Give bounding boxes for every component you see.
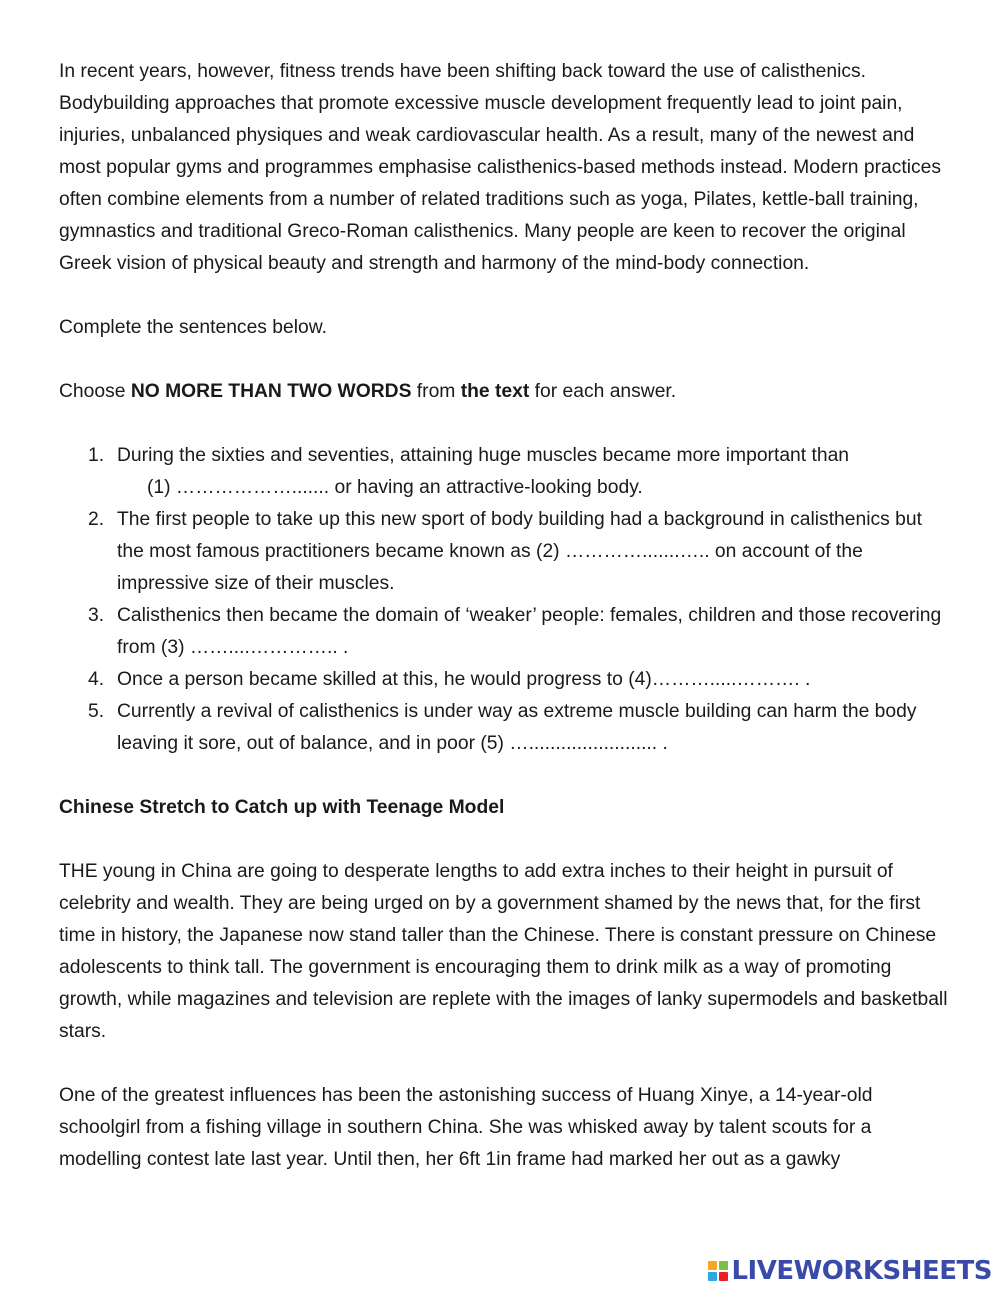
question-item-4	[59, 664, 949, 696]
question-text: Currently a revival of calisthenics is under way as extreme muscle building can harm the body leaving it sore, out of balance, and in poor (5) …........................ .	[117, 701, 917, 754]
logo-block	[719, 1261, 728, 1270]
question-text: Calisthenics then became the domain of ‘weaker’ people: females, children and those recovering from (3) ……....………….. .	[117, 605, 942, 658]
instruction-choose-mid: from	[411, 381, 461, 402]
instruction-choose-suffix: for each answer.	[529, 381, 677, 402]
question-item-2	[59, 504, 949, 600]
question-number: 2.	[88, 509, 105, 530]
logo-block	[708, 1272, 717, 1281]
spacer	[59, 408, 949, 440]
instruction-source: the text	[460, 381, 530, 402]
article-paragraph-1: THE young in China are going to desperate lengths to add extra inches to their height in pursuit of celebrity and wealth. They are being urged on by a government shamed by the news that, for the first time in history, the Japanese now stand taller than the Chinese. There is constant pressure on Chinese adolescents to think tall. The government is encouraging them to drink milk as a way of promoting growth, while magazines and television are replete with the images of lanky supermodels and basketball stars.	[59, 861, 948, 1042]
article-heading: Chinese Stretch to Catch up with Teenage Model	[59, 797, 505, 818]
question-text: During the sixties and seventies, attaining huge muscles became more important than	[117, 445, 850, 466]
logo-blocks-icon	[708, 1261, 728, 1281]
question-number: 1.	[88, 445, 105, 466]
spacer	[59, 824, 949, 856]
instruction-word-limit: NO MORE THAN TWO WORDS	[130, 381, 412, 402]
article-paragraph-2: One of the greatest influences has been the astonishing success of Huang Xinye, a 14-year-old schoolgirl from a fishing village in southern China. She was whisked away by talent scouts for a modelling contest late last year. Until then, her 6ft 1in frame had marked her out as a gawky	[59, 1085, 873, 1170]
question-list	[59, 440, 949, 760]
instruction-complete: Complete the sentences below.	[59, 317, 327, 338]
spacer	[59, 344, 949, 376]
instruction-choose-prefix: Choose	[59, 381, 131, 402]
question-text: The first people to take up this new sport of body building had a background in calisthenics but the most famous practitioners became known as (2) ………….......….. on account of the impressive size of their muscles.	[117, 509, 922, 594]
question-text-continued: (1) ………………....... or having an attractive-looking body.	[147, 477, 643, 498]
logo-block	[708, 1261, 717, 1270]
logo-text: LIVEWORKSHEETS	[731, 1256, 992, 1286]
question-number: 4.	[88, 669, 105, 690]
spacer	[59, 280, 949, 312]
question-number: 3.	[88, 605, 105, 626]
question-item-3	[59, 600, 949, 664]
question-item-1	[59, 440, 949, 504]
question-number: 5.	[88, 701, 105, 722]
liveworksheets-logo[interactable]	[708, 1256, 992, 1286]
intro-paragraph: In recent years, however, fitness trends have been shifting back toward the use of calisthenics. Bodybuilding approaches that promote excessive muscle development frequently lead to joint pain, injuries, unbalanced physiques and weak cardiovascular health. As a result, many of the newest and most popular gyms and programmes emphasise calisthenics-based methods instead. Modern practices often combine elements from a number of related traditions such as yoga, Pilates, kettle-ball training, gymnastics and traditional Greco-Roman calisthenics. Many people are keen to recover the original Greek vision of physical beauty and strength and harmony of the mind-body connection.	[59, 61, 942, 274]
spacer	[59, 760, 949, 792]
logo-block	[719, 1272, 728, 1281]
worksheet-page	[59, 56, 949, 1176]
question-item-5	[59, 696, 949, 760]
instruction-choose	[59, 376, 949, 408]
question-text: Once a person became skilled at this, he would progress to (4)……….....………. .	[117, 669, 811, 690]
spacer	[59, 1048, 949, 1080]
